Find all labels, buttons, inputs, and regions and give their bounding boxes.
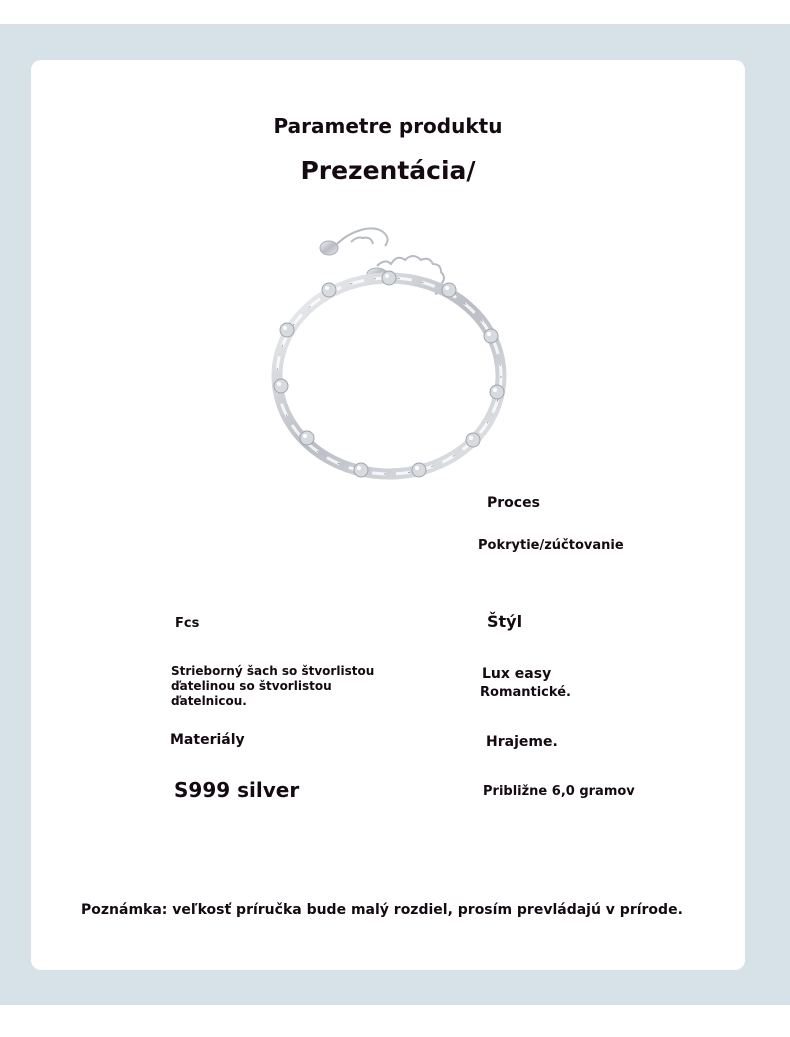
- fcs-label: Fcs: [175, 616, 200, 631]
- footnote: Poznámka: veľkosť príručka bude malý rozdiel, prosím prevládajú v prírode.: [81, 902, 683, 918]
- hrajeme-label: Hrajeme.: [486, 734, 558, 750]
- fcs-value: Strieborný šach so štvorlistou ďatelinou so štvorlistou ďatelnicou.: [171, 664, 375, 708]
- materialy-value: S999 silver: [174, 778, 300, 802]
- page-title: Parametre produktu: [273, 114, 503, 138]
- parameter-card: [31, 60, 745, 970]
- proces-label: Proces: [487, 495, 540, 511]
- styl-value-line2: Romantické.: [480, 685, 571, 700]
- styl-label: Štýl: [487, 612, 523, 631]
- charm-tag: [320, 241, 338, 255]
- page-subtitle: Prezentácia/: [300, 156, 476, 185]
- proces-value: Pokrytie/zúčtovanie: [478, 538, 624, 553]
- materialy-label: Materiály: [170, 732, 245, 748]
- silver-bracelet-image: [259, 216, 519, 488]
- hrajeme-value: Približne 6,0 gramov: [483, 784, 635, 799]
- styl-value-line1: Lux easy: [482, 666, 552, 682]
